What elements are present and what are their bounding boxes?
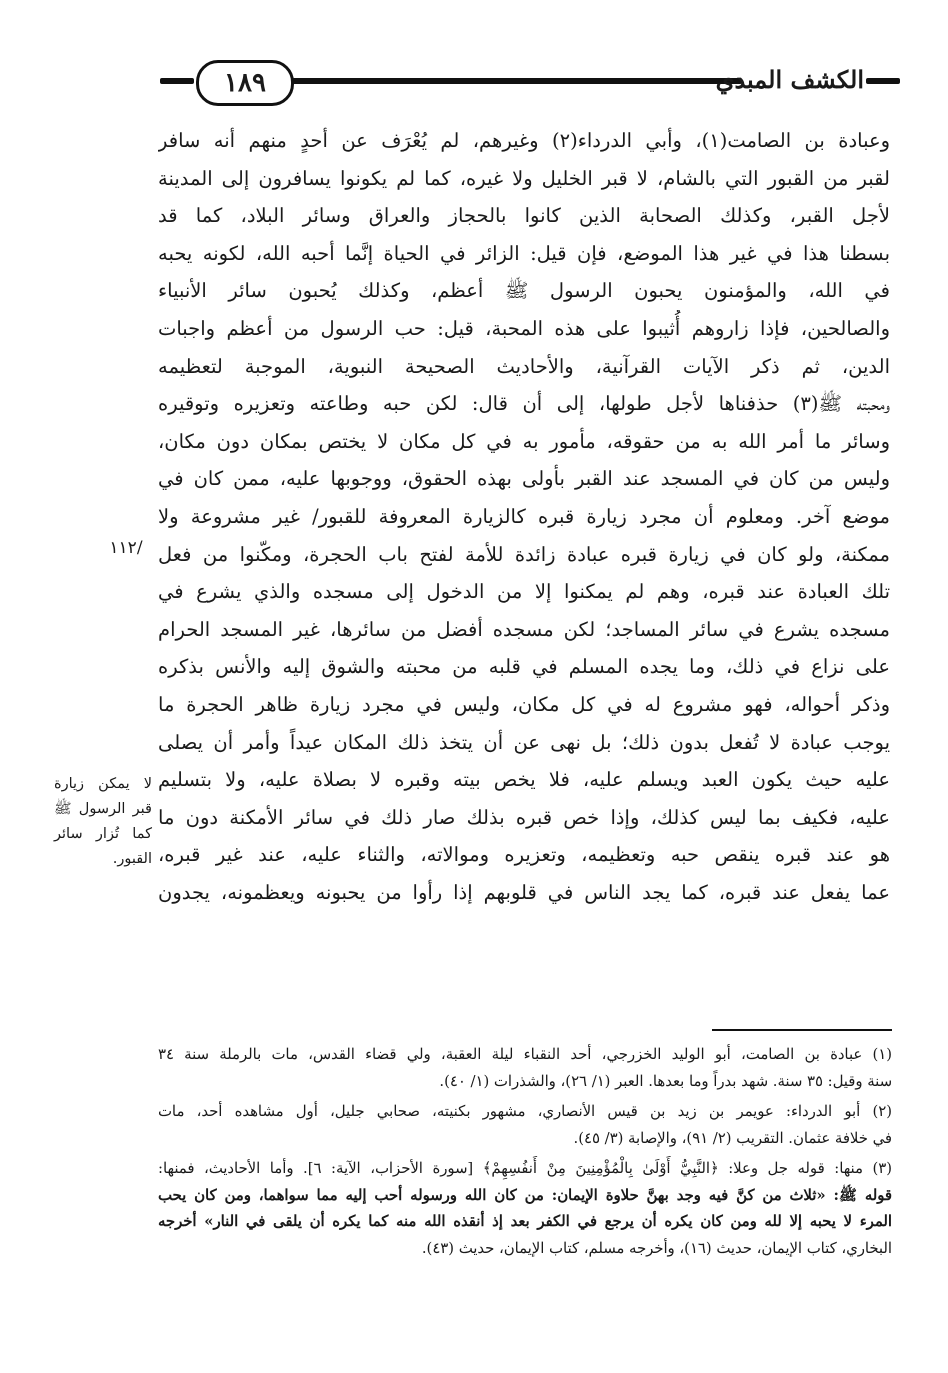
text-line: الدين، ثم ذكر الآيات القرآنية، والأحاديث الصحيحة النبوية، الموجبة لتعظيمه [158,354,890,378]
footnotes [158,1042,892,1266]
book-title: الكشف المبدي [715,65,864,94]
text-line: مسجده يشرع في سائر المساجد؛ لكن مسجده أفضل من سائرها، غير المسجد الحرام [158,617,890,641]
header-rule-right [866,78,900,84]
main-text [158,122,890,911]
text-line: بسطنا هذا في غير هذا الموضع، فإن قيل: الزائر في الحياة إنَّما أحبه الله، لكونه يحبه [158,241,890,265]
text-line: في الله، والمؤمنون يحبون الرسول ﷺ أعظم، وكذلك يُحبون سائر الأنبياء [158,279,890,303]
text-line: ومحبته ﷺ(٣) حذفناها لأجل طولها، إلى أن قال: لكن حبه وطاعته وتعزيره وتوقيره [158,392,890,416]
page-number-frame [196,60,294,106]
footnote-line: المرء لا يحبه إلا لله ومن كان يكره أن يرجع في الكفر بعد إذ أنقذه الله منه كما يكره أن يلقى في النار» أخرجه [158,1213,892,1230]
text-line: موضع آخر. ومعلوم أن مجرد زيارة قبره كالزيارة المعروفة للقبور/ غير مشروعة ولا [158,504,890,528]
footnote-line: سنة وقيل: ٣٥ سنة. شهد بدراً وما بعدها. العبر (١/ ٢٦)، والشذرات (١/ ٤٠). [439,1072,892,1090]
text-line: تلك العبادة عند قبره، وهم لم يمكنوا إلا من الدخول إلى مسجده والذي يشرع في [158,580,890,604]
text-line: هو عند قبره ينقص حبه وتعظيمه، وتعزيره وموالاته، والثناء عليه، عند غير قبره، [158,843,890,867]
footnote-3 [158,1156,892,1262]
page-number: ١٨٩ [224,68,266,98]
page-header [160,52,900,108]
text-line: ممكنة، ولو كان في زيارة قبره عبادة زائدة للأمة لفتح باب الحجرة، ومكّنوا من فعل [158,542,890,566]
text-line: لأجل القبر، وكذلك الصحابة الذين كانوا بالحجاز والعراق وسائر البلاد، كما قد [158,204,890,228]
footnote-line: (٣) منها: قوله جل وعلا: ﴿النَّبِيُّ أَوْلَىٰ بِالْمُؤْمِنِينَ مِنْ أَنفُسِهِمْ﴾ [سورة الأحزاب، الآية: ٦]. وأما الأحاديث، فمنها: [158,1160,892,1177]
header-rule-middle [292,78,742,84]
text-line: والصالحين، فإذا زاروهم أُثيبوا على هذه المحبة، قيل: حب الرسول من أعظم واجبات [158,316,890,340]
footnote-separator [712,1029,892,1031]
text-line: لقبر من القبور التي بالشام، لا قبر الخليل ولا غيره، كما لم يكونوا يسافرون إلى المدينة [158,166,890,190]
footnote-line: قوله ﷺ: «ثلاث من كنَّ فيه وجد بهنَّ حلاوة الإيمان: من كان الله ورسوله أحب إليه مما سواهما، ومن كان يحب [158,1186,892,1204]
footnote-2 [158,1099,892,1152]
footnote-line: (٢) أبو الدرداء: عويمر بن زيد بن قيس الأنصاري، مشهور بكنيته، صحابي جليل، أول مشاهده أحد، مات [158,1103,892,1120]
header-rule-left [160,78,194,84]
footnote-line: في خلافة عثمان. التقريب (٢/ ٩١)، والإصابة (٣/ ٤٥). [573,1129,892,1147]
margin-note: لا يمكن زيارة قبر الرسول ﷺ كما تُزار سائر القبور. [54,776,152,867]
text-line: على نزاع في ذلك، وما يجده المسلم في قلبه من محبته والشوق إليه والأنس بذكره [158,655,890,679]
text-line: وذكر أحواله، فهو مشروع له في كل مكان، وليس في مجرد زيارة ظاهر الحجرة ما [158,692,890,716]
text-line: عليه حيث يكون العبد ويسلم عليه، فلا يخص بيته وقبره لا بصلاة عليه، ولا بتسليم [158,768,890,792]
text-line: وليس من كان في المسجد عند القبر بأولى بهذه الحقوق، ووجوبها عليه، ممن كان في [158,467,890,491]
text-line: وعبادة بن الصامت(١)، وأبي الدرداء(٢) وغيرهم، لم يُعْرَف عن أحدٍ منهم أنه سافر [158,129,890,152]
text-line: عما يفعل عند قبره، كما يجد الناس في قلوبهم إذا رأوا من يحبونه ويعظمونه، يجدون [158,880,890,904]
footnote-line: البخاري، كتاب الإيمان، حديث (١٦)، وأخرجه مسلم، كتاب الإيمان، حديث (٤٣). [421,1239,892,1257]
footnote-line: (١) عبادة بن الصامت، أبو الوليد الخزرجي، أحد النقباء ليلة العقبة، ولي قضاء القدس، مات بالرملة سنة ٣٤ [158,1046,892,1063]
footnote-1 [158,1042,892,1095]
margin-page-reference: /١١٢ [109,538,143,558]
text-line: وسائر ما أمر الله به من حقوقه، مأمور به في كل مكان لا يختص بمكان دون مكان، [158,429,890,453]
text-line: يوجب عبادة لا تُفعل بدون ذلك؛ بل نهى عن أن يتخذ ذلك المكان عيداً وأمر أن يصلى [158,730,890,754]
text-line: عليه، فكيف بما ليس كذلك، وإذا خص قبره بذلك صار ذلك في سائر الأمكنة دون ما [158,805,890,829]
